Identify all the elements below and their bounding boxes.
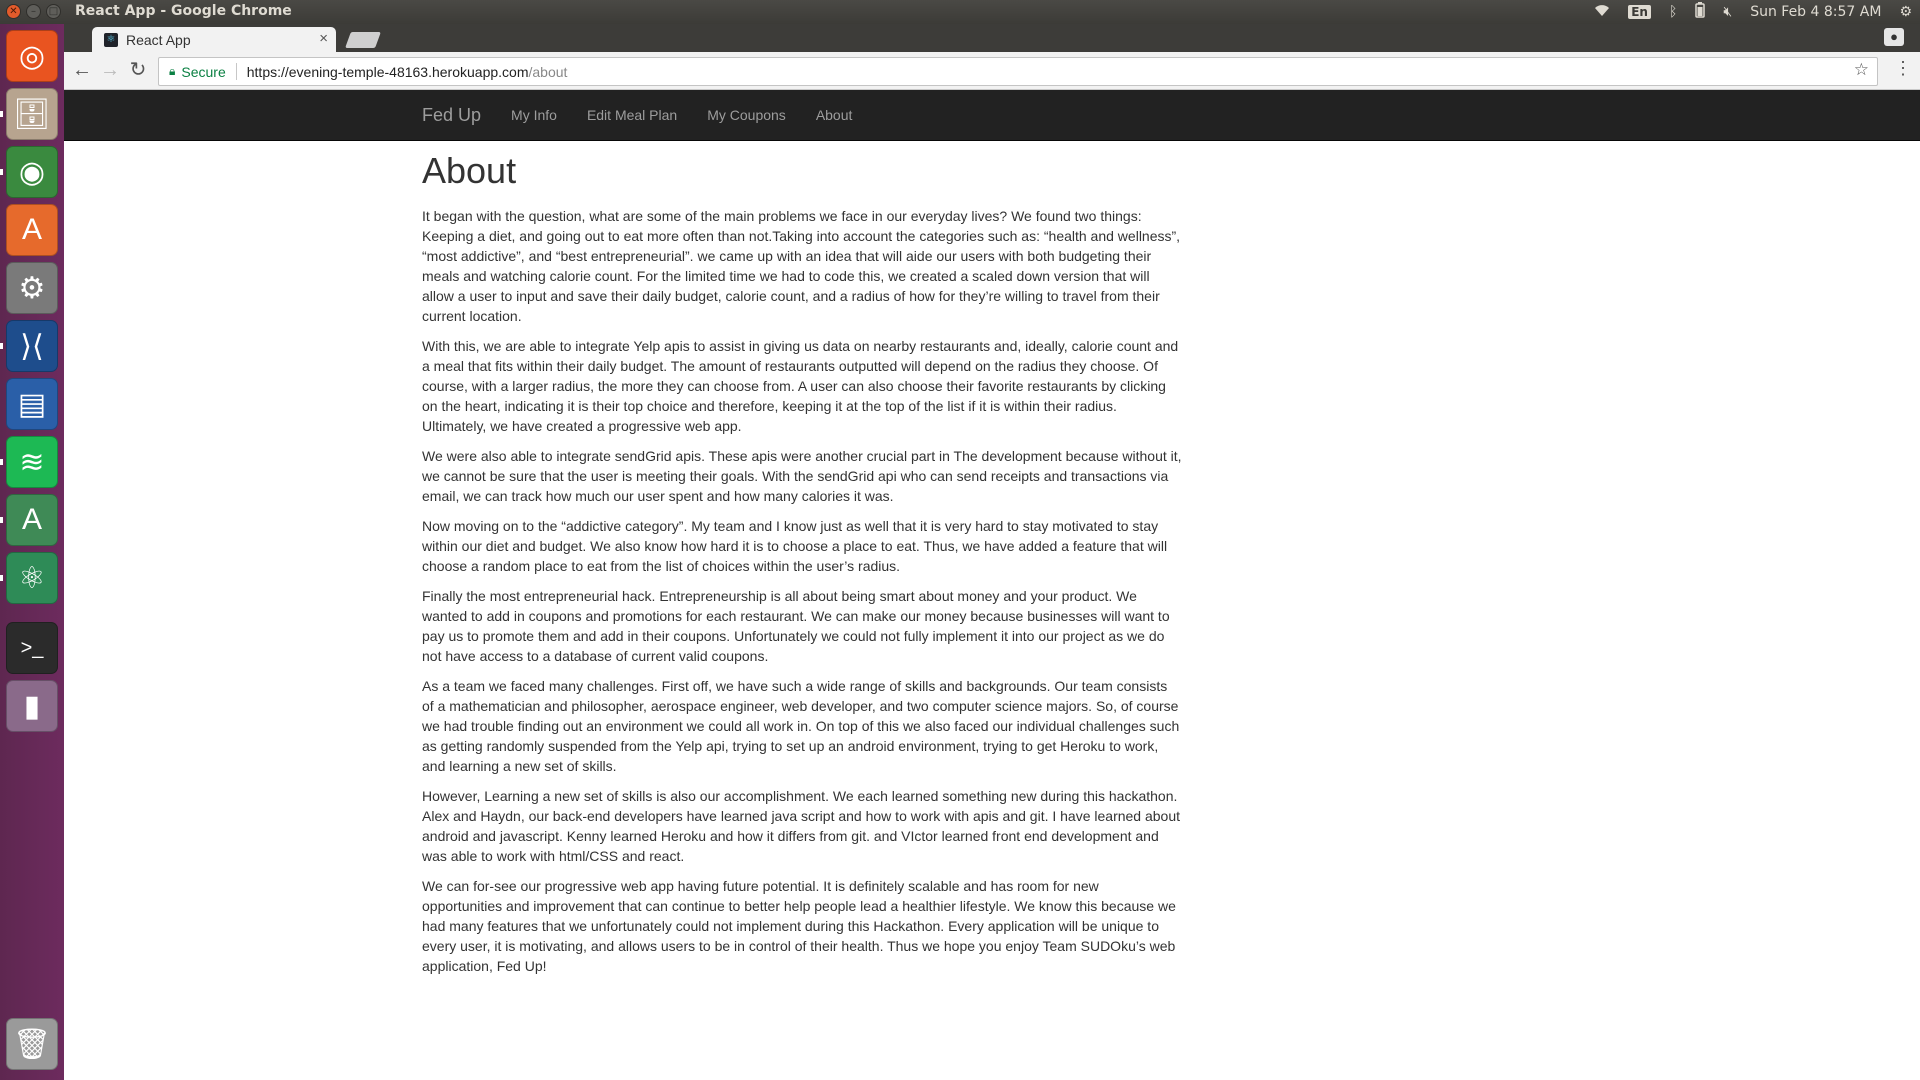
nav-link-my-coupons[interactable]: My Coupons [707,107,786,123]
bluetooth-icon[interactable]: ᛒ [1668,4,1678,20]
battery-icon[interactable] [1695,2,1705,22]
reload-icon[interactable]: ↻ [129,59,147,81]
about-paragraph: We were also able to integrate sendGrid apis. These apis were another crucial part in The development because without it, we cannot be sure that the user is meeting their goals. With the sendGrid api who can send receipts and transactions via email, we can track how much our user spent and how many calories it was. [422,448,1182,504]
atom-icon[interactable]: ⚛ [6,552,58,604]
url-path: /about [528,63,568,80]
software-center-icon[interactable]: A [6,204,58,256]
volume-muted-icon[interactable]: 🔇︎ [1723,4,1733,20]
react-favicon-icon: ⚛ [104,33,118,47]
tab-close-icon[interactable]: × [319,30,328,47]
page-viewport [64,90,1920,1080]
window-controls [6,4,61,19]
window-close-button[interactable]: ✕ [6,4,21,19]
divider [236,63,237,80]
window-title: React App - Google Chrome [75,3,292,19]
nav-link-my-info[interactable]: My Info [511,107,557,123]
system-indicators [1594,2,1912,22]
bookmark-star-icon[interactable]: ☆ [1853,60,1869,79]
chrome-icon[interactable]: ◉ [6,146,58,198]
libreoffice-writer-icon[interactable]: ▤ [6,378,58,430]
about-paragraph: As a team we faced many challenges. First off, we have such a wide range of skills and backgrounds. Our team consists of a mathematician and philosopher, aerospace engineer, web developer, and two computer science majors. So, of course we had trouble finding out an environment we could all work in. On top of this we also faced our individual challenges such as getting randomly suspended from the Yelp api, trying to set up an android environment, trying to get Heroku to work, and learning a new set of skills. [422,678,1180,774]
nav-link-about[interactable]: About [815,107,853,123]
about-content [422,150,1182,986]
running-indicator [0,459,3,465]
about-paragraph: However, Learning a new set of skills is also our accomplishment. We each learned something new during this hackathon. Alex and Haydn, our back-end developers have learned java script and how to work with apis and git. I have learned about android and javascript. Kenny learned Heroku and how it differs from git. and VIctor learned front end development and was able to work with html/CSS and react. [422,788,1181,864]
back-arrow-icon[interactable]: ← [72,59,92,81]
about-paragraph: We can for-see our progressive web app having future potential. It is definitely scalable and has room for new opportunities and improvement that can continue to better help people lead a healthier lifestyle. We know this because we had many features that we unfortunately could not implement during this Hackathon. Every application will be unique to every user, it is motivating, and allows users to be in control of their health. Thus we hope you enjoy Team SUDOku’s web application, Fed Up! [422,878,1176,974]
brand-link[interactable]: Fed Up [422,104,482,125]
ubuntu-dash-icon[interactable]: ◎ [6,30,58,82]
chrome-toolbar [64,52,1920,90]
about-paragraph: With this, we are able to integrate Yelp apis to assist in giving us data on nearby restaurants and, ideally, calorie count and a meal that fits within their daily budget. The amount of restaurants outputted will depend on the radius they choose. Of course, with a larger radius, the more they can choose from. A user can also choose their favorite restaurants by clicking on the heart, indicating it is their top choice and therefore, keeping it at the top of the list if it is within their radius. Ultimately, we have created a progressive web app. [422,338,1179,434]
lock-icon: 🔒︎ [169,64,176,78]
clock[interactable]: Sun Feb 4 8:57 AM [1750,4,1882,20]
tab-react-app[interactable] [92,27,336,52]
android-studio-icon[interactable]: A [6,494,58,546]
running-indicator [0,169,3,175]
running-indicator [0,517,3,523]
navbar-inner [422,90,882,140]
about-paragraph: Finally the most entrepreneurial hack. Entrepreneurship is all about being smart about money and your product. We wanted to add in coupons and promotions for each restaurant. We can make our money because businesses will want to pay us to promote them and add in their coupons. Unfortunately we could not fully implement it into our project as we do not have access to a database of current valid coupons. [422,588,1170,664]
window-minimize-button[interactable]: – [26,4,41,19]
tab-title: React App [126,31,191,48]
spotify-icon[interactable]: ≋ [6,436,58,488]
vscode-icon[interactable]: ⟩⟨ [6,320,58,372]
nav-link-edit-meal-plan[interactable]: Edit Meal Plan [586,107,678,123]
window-maximize-button[interactable]: □ [46,4,61,19]
forward-arrow-icon[interactable]: → [100,59,120,81]
keyboard-language-indicator[interactable]: En [1628,5,1651,19]
page-title: About [422,150,517,191]
secure-label: Secure [181,63,226,80]
running-indicator [0,111,3,117]
new-tab-button[interactable] [345,32,381,48]
trash-icon[interactable]: 🗑 [6,1018,58,1070]
system-settings-icon[interactable]: ⚙ [6,262,58,314]
url-host: https://evening-temple-48163.herokuapp.com [246,63,529,80]
unity-launcher [0,24,65,1080]
about-paragraph: It began with the question, what are some of the main problems we face in our everyday lives? We found two things: Keeping a diet, and going out to eat more often than not.Taking into account the categories such as: “health and wellness”, “most addictive”, and “best entrepreneurial”. we came up with an idea that will aide our users with both budgeting their meals and watching calorie count. For the limited time we had to code this, we created a scaled down version that will allow a user to input and save their daily budget, calorie count, and a radius of how for they’re willing to travel from their current location. [422,208,1181,324]
about-paragraph: Now moving on to the “addictive category”. My team and I know just as well that it is very hard to stay motivated to stay within our diet and budget. We also know how hard it is to choose a place to eat. Thus, we have added a feature that will choose a random place to eat from the list of choices within the user’s radius. [422,518,1168,574]
settings-gear-icon[interactable]: ⚙ [1899,4,1912,20]
running-indicator [0,343,3,349]
terminal-icon[interactable]: >_ [6,622,58,674]
running-indicator [0,575,3,581]
files-icon[interactable]: 🗄 [6,88,58,140]
chrome-tab-strip [64,24,1920,52]
wifi-icon[interactable] [1594,3,1610,21]
profile-icon[interactable]: ● [1884,28,1904,46]
usb-drive-icon[interactable]: ▮ [6,680,58,732]
site-navbar [64,90,1920,141]
address-bar[interactable] [158,57,1878,86]
top-panel [0,0,1920,24]
chrome-menu-icon[interactable]: ⋮ [1894,58,1912,78]
